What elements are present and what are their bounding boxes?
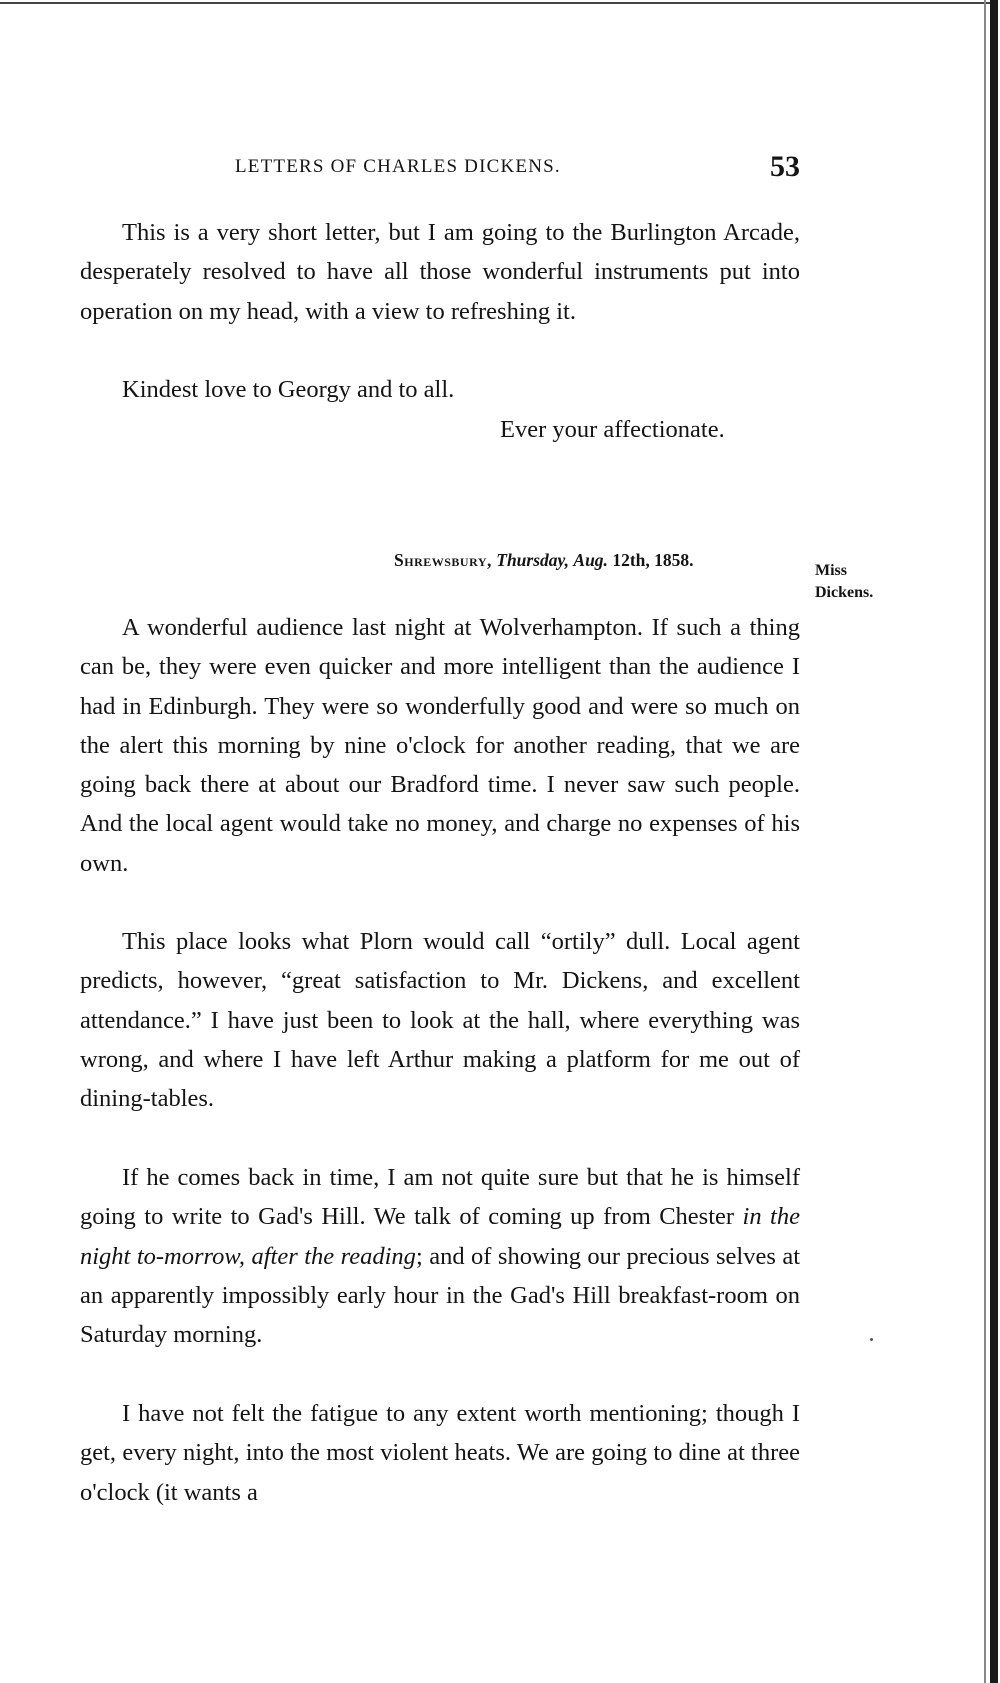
letter-paragraph-4: I have not felt the fatigue to any extent worth mentioning; though I get, every night, into the most violent heats. We are going to dine at three o'clock (it wants a [80, 1400, 800, 1506]
dateline-place: Shrewsbury, [394, 550, 492, 570]
scan-top-edge [0, 2, 990, 4]
previous-letter-paragraph: This is a very short letter, but I am going to the Burlington Arcade, desperately resolved to have all those wonderful instruments put into operation on my head, with a view to refreshing it. [80, 219, 800, 325]
letter-paragraph-1: A wonderful audience last night at Wolverhampton. If such a thing can be, they were even quicker and more intelligent than the audience I had in Edinburgh. They were so wonderfully good and were so much on the alert this morning by nine o'clock for another reading, that we are going back there at about our Bradford time. I never saw such people. And the local agent would take no money, and charge no expenses of his own. [80, 614, 800, 877]
letter-paragraph-2: This place looks what Plorn would call “ortily” dull. Local agent predicts, however, “great satisfaction to Mr. Dickens, and excellent attendance.” I have just been to look at the hall, where everything was wrong, and where I have left Arthur making a platform for me out of dining-tables. [80, 928, 800, 1113]
dateline-date: 12th, [612, 550, 650, 570]
paragraph-3-text-start: If he comes back in time, I am not quite sure but that he is himself going to write to Gad's Hill. We talk of coming up from Chester [80, 1164, 800, 1231]
running-header [80, 150, 800, 190]
scan-speck [870, 1338, 873, 1341]
paragraph-3-text-end: ; and of showing our precious selves at an apparently impossibly early hour in the Gad's Hill breakfast-room on Saturday morning. [80, 1242, 800, 1349]
scan-binding-edge [990, 0, 998, 1683]
letter-dateline [394, 550, 694, 571]
letter-paragraph-3 [80, 1158, 800, 1354]
running-title: LETTERS OF CHARLES DICKENS. [235, 156, 561, 177]
dateline-year: 1858. [654, 550, 694, 570]
dateline-month: Aug. [573, 550, 608, 570]
previous-letter-closing: Ever your affectionate. [500, 416, 725, 443]
scan-binding-line [984, 0, 986, 1683]
recipient-line-1: Miss [815, 562, 847, 579]
previous-letter-regards: Kindest love to Georgy and to all. [122, 376, 455, 403]
dateline-day: Thursday, [496, 550, 570, 570]
recipient-line-2: Dickens. [815, 584, 874, 601]
page-number: 53 [770, 150, 800, 183]
paragraph-3-italic-text: in the night to-morrow, after the reading [80, 1203, 800, 1270]
recipient-margin-note [815, 560, 873, 604]
